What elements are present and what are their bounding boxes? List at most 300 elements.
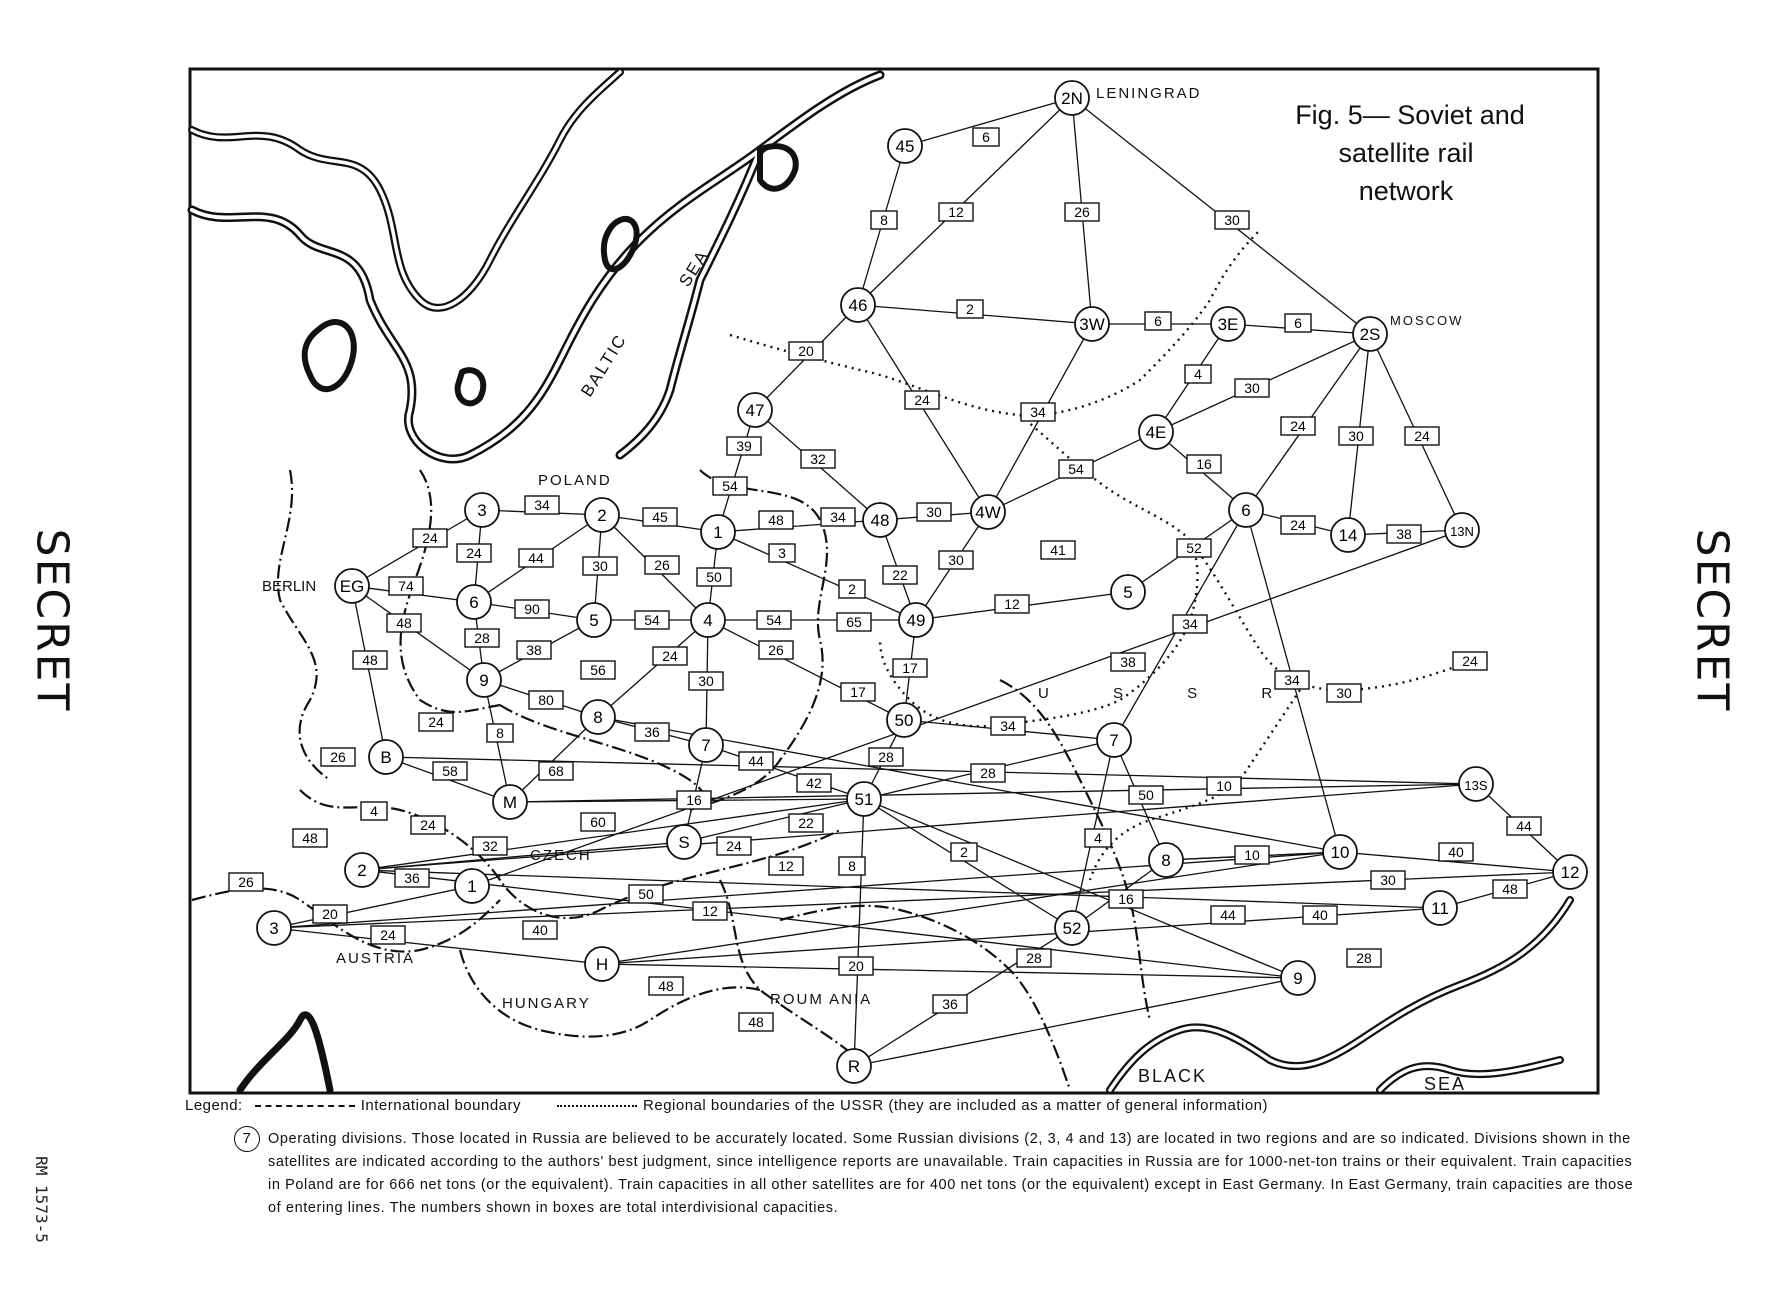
capacity-value: 32 (482, 838, 498, 854)
capacity-box (1235, 846, 1269, 864)
capacity-box (739, 1013, 773, 1031)
division-node (1323, 835, 1357, 869)
capacity-value: 65 (846, 614, 862, 630)
division-label: 11 (1431, 899, 1449, 918)
capacity-box (1177, 539, 1211, 557)
division-label: 51 (854, 790, 874, 809)
capacity-box (1065, 203, 1099, 221)
label-sea-baltic: SEA (675, 246, 713, 291)
capacity-box (893, 659, 927, 677)
division-node (369, 740, 403, 774)
capacity-box (727, 437, 761, 455)
capacity-value: 30 (1224, 212, 1240, 228)
capacity-box (973, 128, 999, 146)
division-label: EG (339, 577, 365, 596)
capacity-box (433, 762, 467, 780)
legend-international-line-sample (255, 1105, 355, 1107)
capacity-box (1187, 455, 1221, 473)
capacity-value: 48 (768, 512, 784, 528)
capacity-value: 48 (362, 652, 378, 668)
division-node (888, 129, 922, 163)
capacity-value: 24 (420, 817, 436, 833)
division-node (1055, 81, 1089, 115)
title-line-2: satellite rail (1338, 138, 1474, 168)
capacity-value: 44 (528, 550, 544, 566)
division-label: 9 (1293, 969, 1303, 988)
legend-note-marker: 7 (234, 1126, 260, 1152)
capacity-box (353, 651, 387, 669)
capacity-value: 24 (1290, 418, 1306, 434)
capacity-value: 4 (1094, 830, 1102, 846)
capacity-box (759, 511, 793, 529)
capacity-value: 12 (778, 858, 794, 874)
capacity-box (957, 300, 983, 318)
division-node (837, 1049, 871, 1083)
division-label: 50 (894, 711, 914, 730)
capacity-box (371, 926, 405, 944)
capacity-value: 8 (880, 212, 888, 228)
division-node (457, 585, 491, 619)
capacity-box (1281, 417, 1315, 435)
capacity-value: 2 (966, 301, 974, 317)
capacity-value: 58 (442, 763, 458, 779)
legend-prefix: Legend: (185, 1097, 243, 1114)
capacity-value: 2 (848, 581, 856, 597)
division-node (1111, 575, 1145, 609)
capacity-value: 40 (532, 922, 548, 938)
capacity-box (1347, 949, 1381, 967)
capacity-value: 26 (654, 557, 670, 573)
capacity-value: 36 (404, 870, 420, 886)
division-label: 52 (1062, 919, 1082, 938)
label-sea-black: SEA (1424, 1074, 1467, 1094)
capacity-value: 16 (686, 792, 702, 808)
division-label: 3E (1217, 315, 1239, 334)
capacity-value: 16 (1196, 456, 1212, 472)
capacity-box (837, 613, 871, 631)
division-node (899, 603, 933, 637)
capacity-box (465, 629, 499, 647)
label-berlin: BERLIN (262, 578, 317, 595)
capacity-box (1453, 652, 1487, 670)
capacity-value: 52 (1186, 540, 1202, 556)
capacity-value: 22 (892, 567, 908, 583)
capacity-value: 30 (1244, 380, 1260, 396)
division-node (863, 503, 897, 537)
capacity-box (1085, 829, 1111, 847)
division-label: 8 (593, 708, 603, 727)
capacity-box (1145, 312, 1171, 330)
division-label: 2N (1061, 89, 1083, 108)
division-label: 14 (1338, 526, 1358, 545)
capacity-value: 60 (590, 814, 606, 830)
capacity-value: 20 (322, 906, 338, 922)
capacity-value: 50 (638, 886, 654, 902)
capacity-box (645, 556, 679, 574)
capacity-box (1281, 516, 1315, 534)
division-label: 3W (1079, 315, 1105, 334)
capacity-box (797, 774, 831, 792)
capacity-box (739, 752, 773, 770)
capacity-box (649, 977, 683, 995)
capacity-value: 34 (1000, 718, 1016, 734)
division-label: 3 (477, 501, 487, 520)
capacity-value: 10 (1244, 847, 1260, 863)
capacity-box (759, 641, 793, 659)
capacity-box (1235, 379, 1269, 397)
division-label: 4W (975, 503, 1001, 522)
capacity-box (789, 342, 823, 360)
secret-stamp-right: SECRET (1686, 528, 1738, 713)
capacity-box (635, 723, 669, 741)
capacity-value: 26 (1074, 204, 1090, 220)
label-austria: AUSTRIA (336, 950, 416, 967)
division-label: 47 (745, 401, 765, 420)
label-baltic: BALTIC (577, 330, 631, 401)
capacity-box (769, 857, 803, 875)
legend-regional-line-sample (557, 1105, 637, 1107)
capacity-value: 28 (1356, 950, 1372, 966)
legend-regional-label: Regional boundaries of the USSR (they are included as a matter of general information) (643, 1097, 1269, 1114)
division-label: 3 (269, 919, 279, 938)
capacity-value: 24 (1414, 428, 1430, 444)
division-node (971, 495, 1005, 529)
division-label: S (678, 833, 690, 852)
capacity-box (697, 568, 731, 586)
capacity-value: 28 (474, 630, 490, 646)
capacity-value: 34 (1182, 616, 1198, 632)
division-label: 7 (701, 736, 711, 755)
capacity-box (1207, 777, 1241, 795)
capacity-value: 38 (1120, 654, 1136, 670)
capacity-box (1129, 786, 1163, 804)
capacity-box (293, 829, 327, 847)
capacity-box (523, 921, 557, 939)
capacity-value: 42 (806, 775, 822, 791)
capacity-box (677, 791, 711, 809)
capacity-value: 4 (370, 803, 378, 819)
capacity-value: 41 (1050, 542, 1066, 558)
capacity-box (939, 203, 973, 221)
division-label: 4E (1145, 423, 1167, 442)
capacity-value: 24 (726, 838, 742, 854)
division-label: 6 (1241, 501, 1251, 520)
capacity-box (1059, 460, 1093, 478)
label-moscow: MOSCOW (1390, 313, 1464, 328)
capacity-box (1387, 525, 1421, 543)
division-node (585, 947, 619, 981)
division-node (335, 569, 369, 603)
division-label: 8 (1161, 851, 1171, 870)
capacity-box (321, 748, 355, 766)
capacity-box (951, 843, 977, 861)
capacity-box (1185, 365, 1211, 383)
capacity-box (411, 816, 445, 834)
capacity-value: 28 (980, 765, 996, 781)
division-label: H (595, 955, 609, 974)
capacity-box (389, 577, 423, 595)
division-label: 12 (1560, 863, 1580, 882)
capacity-box (457, 544, 491, 562)
division-node (1353, 317, 1387, 351)
capacity-value: 54 (766, 612, 782, 628)
capacity-value: 34 (1284, 672, 1300, 688)
division-node (689, 728, 723, 762)
capacity-value: 34 (1030, 404, 1046, 420)
capacity-box (387, 614, 421, 632)
capacity-value: 22 (798, 815, 814, 831)
capacity-box (1507, 817, 1541, 835)
capacity-value: 12 (702, 903, 718, 919)
capacity-box (519, 549, 553, 567)
capacity-value: 20 (848, 958, 864, 974)
capacity-value: 48 (658, 978, 674, 994)
division-label: M (502, 793, 518, 812)
label-roumania: ROUM ANIA (770, 991, 873, 1008)
capacity-box (635, 611, 669, 629)
capacity-box (413, 529, 447, 547)
capacity-value: 12 (1004, 596, 1020, 612)
capacity-value: 3 (778, 545, 786, 561)
division-node (345, 853, 379, 887)
capacity-value: 44 (748, 753, 764, 769)
capacity-value: 54 (722, 478, 738, 494)
division-label: 5 (589, 611, 599, 630)
capacity-value: 24 (662, 648, 678, 664)
capacity-box (689, 672, 723, 690)
capacity-box (525, 496, 559, 514)
label-ussr: U S S R (1038, 685, 1303, 702)
division-label: 2 (597, 506, 607, 525)
capacity-value: 28 (878, 749, 894, 765)
capacity-box (583, 557, 617, 575)
capacity-box (653, 647, 687, 665)
capacity-value: 17 (850, 684, 866, 700)
secret-stamp-left: SECRET (26, 528, 78, 713)
capacity-value: 30 (1348, 428, 1364, 444)
title-line-1: Fig. 5— Soviet and (1295, 100, 1525, 130)
division-node (1331, 518, 1365, 552)
label-czech: CZECH (530, 847, 592, 864)
division-node (887, 703, 921, 737)
capacity-box (395, 869, 429, 887)
capacity-box (693, 902, 727, 920)
division-label: 7 (1109, 731, 1119, 750)
division-node (1097, 723, 1131, 757)
capacity-box (539, 762, 573, 780)
capacity-box (1493, 880, 1527, 898)
capacity-value: 24 (380, 927, 396, 943)
division-label: 46 (848, 296, 868, 315)
capacity-value: 48 (302, 830, 318, 846)
capacity-box (517, 641, 551, 659)
capacity-box (1173, 615, 1207, 633)
capacity-value: 36 (644, 724, 660, 740)
division-node (1055, 911, 1089, 945)
capacity-value: 17 (902, 660, 918, 676)
capacity-value: 28 (1026, 950, 1042, 966)
capacity-value: 48 (748, 1014, 764, 1030)
capacity-box (419, 713, 453, 731)
capacity-value: 68 (548, 763, 564, 779)
title-line-3: network (1358, 176, 1454, 206)
capacity-box (1405, 427, 1439, 445)
division-label: 9 (479, 671, 489, 690)
division-label: 48 (870, 511, 890, 530)
legend-note-text: Operating divisions. Those located in Russia are believed to be accurately located. Some Russian divisions (2, 3, 4 and 13) are located in two regions and are so indicated. Divisions shown in the satellites are indicated according to the authors' best judgment, since intelligence reports are unavailable. Train capacities in Russia are for 1000-net-ton trains or their equivalent. Train capacities in Poland are for 666 net tons (or the equivalent). Train capacities in all other satellites are for 400 net tons (or the equivalent) except in East Germany. In East Germany, train capacities are those of entering lines. The numbers shown in boxes are total interdivisional capacities. (268, 1131, 1634, 1216)
capacity-value: 32 (810, 451, 826, 467)
capacity-box (529, 691, 563, 709)
division-node (1139, 415, 1173, 449)
capacity-value: 30 (1380, 872, 1396, 888)
division-node (1211, 307, 1245, 341)
capacity-value: 10 (1216, 778, 1232, 794)
capacity-value: 34 (830, 509, 846, 525)
capacity-box (1339, 427, 1373, 445)
label-hungary: HUNGARY (502, 995, 591, 1012)
capacity-value: 48 (396, 615, 412, 631)
division-label: B (380, 748, 392, 767)
capacity-box (917, 503, 951, 521)
capacity-value: 4 (1194, 366, 1202, 382)
capacity-box (581, 813, 615, 831)
division-node (701, 515, 735, 549)
capacity-box (1303, 906, 1337, 924)
capacity-box (515, 600, 549, 618)
capacity-value: 30 (948, 552, 964, 568)
capacity-value: 50 (1138, 787, 1154, 803)
capacity-box (869, 748, 903, 766)
division-node (465, 493, 499, 527)
capacity-box (487, 724, 513, 742)
capacity-value: 2 (960, 844, 968, 860)
division-label: 4 (703, 611, 713, 630)
capacity-box (1439, 843, 1473, 861)
division-node (1149, 843, 1183, 877)
capacity-box (1215, 211, 1249, 229)
capacity-value: 48 (1502, 881, 1518, 897)
capacity-value: 39 (736, 438, 752, 454)
capacity-box (313, 905, 347, 923)
capacity-box (581, 661, 615, 679)
capacity-box (995, 595, 1029, 613)
division-label: 10 (1330, 843, 1350, 862)
capacity-box (821, 508, 855, 526)
capacity-value: 54 (644, 612, 660, 628)
label-poland: POLAND (538, 472, 612, 489)
capacity-value: 16 (1118, 891, 1134, 907)
capacity-box (839, 857, 865, 875)
capacity-box (905, 391, 939, 409)
capacity-box (1109, 890, 1143, 908)
division-node (581, 700, 615, 734)
division-node (1445, 513, 1479, 547)
capacity-value: 8 (496, 725, 504, 741)
division-node (1229, 493, 1263, 527)
capacity-value: 80 (538, 692, 554, 708)
division-label: 6 (469, 593, 479, 612)
capacity-value: 6 (982, 129, 990, 145)
division-node (1553, 855, 1587, 889)
capacity-box (717, 837, 751, 855)
division-node (577, 603, 611, 637)
capacity-value: 24 (1462, 653, 1478, 669)
capacity-value: 30 (1336, 685, 1352, 701)
capacity-value: 26 (330, 749, 346, 765)
capacity-box (1285, 314, 1311, 332)
capacity-box (643, 508, 677, 526)
capacity-value: 6 (1154, 313, 1162, 329)
capacity-value: 24 (466, 545, 482, 561)
capacity-box (1041, 541, 1075, 559)
capacity-value: 54 (1068, 461, 1084, 477)
division-node (1459, 767, 1493, 801)
capacity-value: 12 (948, 204, 964, 220)
division-node (257, 911, 291, 945)
capacity-box (361, 802, 387, 820)
division-label: 2 (357, 861, 367, 880)
division-label: 1 (713, 523, 723, 542)
capacity-box (473, 837, 507, 855)
capacity-value: 38 (1396, 526, 1412, 542)
capacity-value: 26 (238, 874, 254, 890)
capacity-value: 44 (1516, 818, 1532, 834)
capacity-value: 45 (652, 509, 668, 525)
capacity-value: 24 (422, 530, 438, 546)
division-node (691, 603, 725, 637)
capacity-box (933, 995, 967, 1013)
division-label: 49 (906, 611, 926, 630)
capacity-value: 20 (798, 343, 814, 359)
capacity-box (769, 544, 795, 562)
division-node (1423, 891, 1457, 925)
document-number: RM 1573-5 (31, 1156, 51, 1243)
division-node (841, 288, 875, 322)
capacity-box (1111, 653, 1145, 671)
capacity-box (1021, 403, 1055, 421)
capacity-box (713, 477, 747, 495)
division-label: 5 (1123, 583, 1133, 602)
capacity-box (839, 580, 865, 598)
division-label: 1 (467, 877, 477, 896)
capacity-value: 30 (926, 504, 942, 520)
capacity-box (883, 566, 917, 584)
capacity-value: 90 (524, 601, 540, 617)
capacity-value: 74 (398, 578, 414, 594)
division-node (455, 869, 489, 903)
capacity-box (1017, 949, 1051, 967)
capacity-box (801, 450, 835, 468)
division-label: 13N (1450, 524, 1474, 539)
capacity-box (841, 683, 875, 701)
legend-international-label: International boundary (360, 1097, 522, 1114)
legend-note (242, 1128, 1648, 1220)
capacity-value: 44 (1220, 907, 1236, 923)
capacity-value: 34 (534, 497, 550, 513)
division-node (667, 825, 701, 859)
capacity-value: 24 (1290, 517, 1306, 533)
capacity-value: 50 (706, 569, 722, 585)
division-node (738, 393, 772, 427)
capacity-value: 36 (942, 996, 958, 1012)
capacity-box (839, 957, 873, 975)
capacity-value: 26 (768, 642, 784, 658)
capacity-box (229, 873, 263, 891)
division-node (847, 782, 881, 816)
capacity-box (871, 211, 897, 229)
capacity-box (1211, 906, 1245, 924)
capacity-box (1327, 684, 1361, 702)
